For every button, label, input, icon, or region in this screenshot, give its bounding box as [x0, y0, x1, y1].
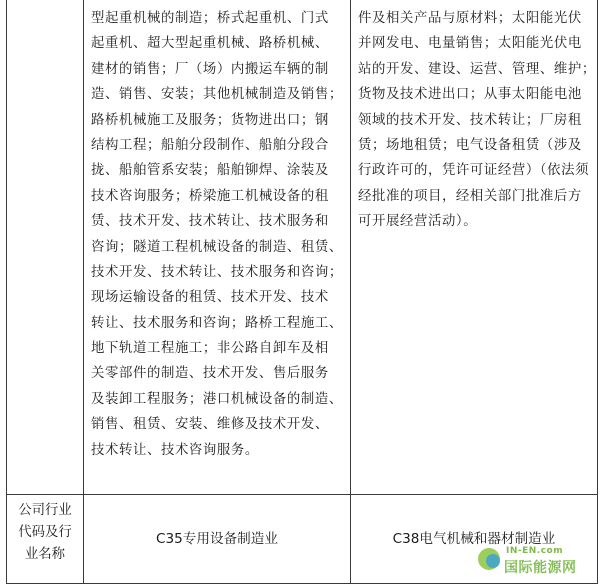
scope-line: 转让、技术服务和咨询；路桥工程施工、: [91, 315, 343, 331]
scope-line: 件及相关产品与原材料；太阳能光伏: [358, 11, 582, 26]
scope-line: 销售、租赁、安装、维修及技术开发、: [91, 417, 329, 433]
scope-line: 路桥机械施工及服务；货物进出口；钢: [91, 112, 329, 128]
scope-line: 拢、船舶管系安装；船舶铆焊、涂装及: [91, 163, 329, 179]
scope-line: 起重机、超大型起重机械、路桥机械、: [91, 36, 329, 52]
business-scope-table: [6, 0, 598, 584]
industry-code-company-b: C38电气机械和器材制造业: [392, 531, 556, 547]
scope-line: 领域的技术开发、技术转让；厂房租: [358, 112, 582, 128]
label-line: 业名称: [24, 547, 66, 562]
watermark-en: IN-EN.com: [506, 546, 564, 556]
scope-line: 经批准的项目，经相关部门批准后方: [358, 188, 582, 204]
scope-line: 造、销售、安装；其他机械制造及销售；: [91, 87, 343, 103]
watermark-logo: [474, 540, 594, 580]
scope-line: 型起重机械的制造；桥式起重机、门式: [91, 11, 329, 26]
column-divider-1: [83, 0, 84, 584]
scope-line: 关零部件的制造、技术开发、售后服务: [91, 366, 329, 382]
company-b-business-scope: [358, 6, 596, 235]
scope-line: 站的开发、建设、运营、管理、维护；: [358, 61, 596, 77]
scope-line: 并网发电、电量销售；太阳能光伏电: [358, 36, 582, 52]
scope-line: 赁；场地租赁；电气设备租赁（涉及: [358, 137, 582, 153]
label-line: 公司行业: [18, 503, 72, 518]
column-divider-2: [350, 0, 351, 584]
scope-line: 赁、技术开发、技术转让、技术服务和: [91, 214, 329, 230]
label-line: 代码及行: [18, 525, 72, 540]
row-divider: [7, 494, 597, 495]
watermark-cn: 国际能源网: [504, 560, 577, 576]
logo-drop-icon: [486, 554, 500, 568]
scope-line: 咨询；隧道工程机械设备的制造、租赁、: [91, 239, 343, 255]
industry-code-label: [7, 500, 83, 566]
scope-line: 现场运输设备的租赁、技术开发、技术: [91, 290, 329, 306]
scope-line: 建材的销售；厂（场）内搬运车辆的制: [91, 61, 329, 77]
scope-line: 货物及技术进出口；从事太阳能电池: [358, 87, 582, 103]
industry-code-company-a: C35专用设备制造业: [156, 531, 278, 547]
scope-line: 及装卸工程服务；港口机械设备的制造、: [91, 391, 343, 407]
scope-line: 可开展经营活动）。: [358, 214, 478, 230]
company-a-business-scope: [91, 6, 347, 463]
scope-line: 地下轨道工程施工；非公路自卸车及相: [91, 341, 329, 357]
scope-line: 技术转让、技术咨询服务。: [91, 442, 259, 458]
scope-line: 结构工程；船舶分段制作、船舶分段合: [91, 137, 329, 153]
scope-line: 技术咨询服务；桥梁施工机械设备的租: [91, 188, 329, 204]
scope-line: 技术开发、技术转让、技术服务和咨询；: [91, 264, 343, 280]
scope-line: 行政许可的，凭许可证经营）（依法须: [358, 163, 590, 179]
